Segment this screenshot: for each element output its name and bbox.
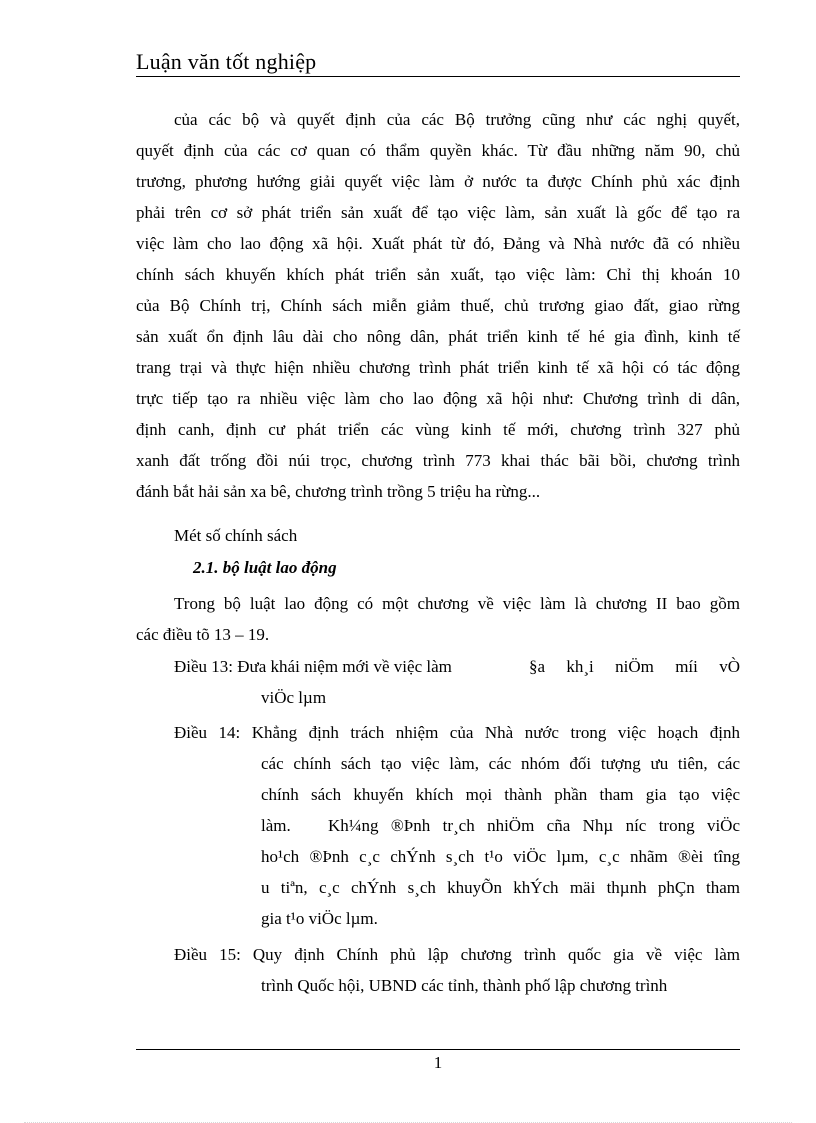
page-number: 1	[433, 1053, 443, 1072]
article-15-cont: trình Quốc hội, UBND các tỉnh, thành phố lập chương trình	[261, 976, 668, 995]
text-line: chính sách khuyến khích phát triển sản xuất, tạo việc làm: Chỉ thị khoán 10	[136, 265, 740, 284]
header-title: Luận văn tốt nghiệp	[136, 49, 317, 74]
text-line: quyết định của các cơ quan có thẩm quyền khác. Từ đầu những năm 90, chủ	[136, 141, 740, 160]
text-line: các chính sách tạo việc làm, các nhóm đối tượng ưu tiên, các	[261, 754, 740, 773]
article-13-label: Điều 13: Đưa khái niệm mới về việc làm	[174, 657, 452, 676]
article-14-mixed-b: Kh¼ng ®Þnh tr¸ch nhiÖm cña Nhµ níc trong viÖc	[328, 816, 740, 835]
policies-line: Mét số chính sách	[174, 526, 298, 545]
text-line: định canh, định cư phát triển các vùng kinh tế mới, chương trình 327 phủ	[136, 420, 740, 439]
text-line: ho¹ch ®Þnh c¸c chÝnh s¸ch t¹o viÖc lµm, c¸c nhãm ®èi tîng	[261, 847, 740, 866]
article-13-garbled: §a kh¸i niÖm míi vÒ	[529, 657, 740, 676]
text-line: u tiªn, c¸c chÝnh s¸ch khuyÕn khÝch mäi thµnh phÇn tham	[261, 878, 740, 897]
text-line: của các bộ và quyết định của các Bộ trưởng cũng như các nghị quyết,	[174, 110, 740, 129]
text-line: xanh đất trống đồi núi trọc, chương trình 773 khai thác bãi bồi, chương trình	[136, 451, 740, 470]
footer-rule	[136, 1049, 740, 1050]
text-line: trang trại và thực hiện nhiều chương trình phát triển kinh tế xã hội có tác động	[136, 358, 740, 377]
article-15-first: Điều 15: Quy định Chính phủ lập chương trình quốc gia về việc làm	[174, 945, 740, 964]
text-line: trương, phương hướng giải quyết việc làm ở nước ta được Chính phủ xác định	[136, 172, 740, 191]
text-line: trực tiếp tạo ra nhiều việc làm cho lao động xã hội như: Chương trình di dân,	[136, 389, 740, 408]
page-header	[136, 48, 740, 77]
article-14-first: Điều 14: Khẳng định trách nhiệm của Nhà nước trong việc hoạch định	[174, 723, 740, 742]
text-line: sản xuất ổn định lâu dài cho nông dân, phát triển kinh tế hé gia đình, kinh tế	[136, 327, 740, 346]
text-line: của Bộ Chính trị, Chính sách miễn giảm thuế, chủ trương giao đất, giao rừng	[136, 296, 740, 315]
text-line: gia t¹o viÖc lµm.	[261, 909, 378, 928]
text-line: phải trên cơ sở phát triển sản xuất để tạo việc làm, sản xuất là gốc để tạo ra	[136, 203, 740, 222]
text-line: Trong bộ luật lao động có một chương về việc làm là chương II bao gồm	[174, 594, 740, 613]
article-14-mixed-a: làm.	[261, 816, 291, 835]
article-13-cont: viÖc lµm	[261, 688, 327, 707]
text-line: đánh bắt hải sản xa bê, chương trình trồng 5 triệu ha rừng...	[136, 482, 541, 501]
text-line: việc làm cho lao động xã hội. Xuất phát từ đó, Đảng và Nhà nước đã có nhiều	[136, 234, 740, 253]
text-line: các điều tõ 13 – 19.	[136, 625, 270, 644]
text-line: chính sách khuyến khích mọi thành phần tham gia tạo việc	[261, 785, 740, 804]
section-heading: 2.1. bộ luật lao động	[193, 558, 337, 577]
